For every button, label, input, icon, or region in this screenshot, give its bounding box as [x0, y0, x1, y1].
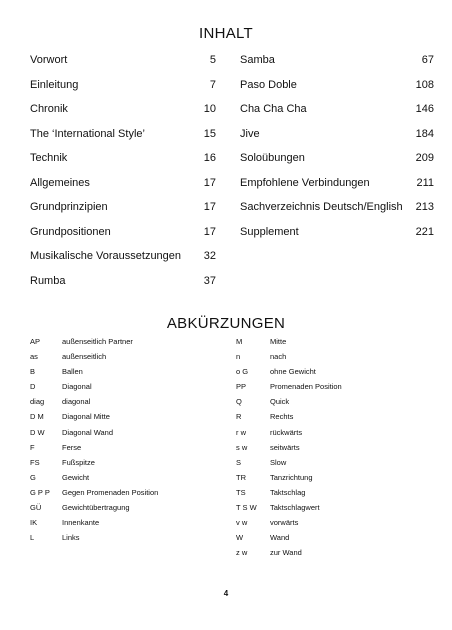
abbreviation-entry — [236, 502, 436, 517]
toc-entry-label: Grundprinzipien — [30, 201, 108, 213]
abbreviations-right-column — [236, 336, 436, 562]
toc-entry-page: 17 — [203, 225, 216, 238]
abbreviation: AP — [30, 337, 41, 346]
abbreviation-meaning: außenseitlich Partner — [62, 337, 133, 346]
abbreviation: D — [30, 382, 36, 392]
abbreviation: G — [30, 472, 36, 482]
toc-entry-page: 32 — [203, 250, 216, 262]
toc-entry-label: Chronik — [30, 103, 68, 115]
abbreviation-entry — [30, 396, 230, 411]
abbreviation: M — [236, 337, 243, 346]
abbreviation-entry — [236, 336, 436, 351]
toc-entry-label: Cha Cha Cha — [240, 103, 307, 115]
abbreviation: GÜ — [30, 503, 42, 513]
toc-entry — [30, 150, 216, 175]
abbreviation-meaning: Taktschlagwert — [270, 503, 320, 513]
toc-entry-page: 17 — [203, 201, 216, 213]
abbreviation-meaning: zur Wand — [270, 548, 302, 558]
toc-entry-label: Rumba — [30, 274, 66, 287]
toc-entry-label: Samba — [240, 54, 275, 66]
abbreviation-meaning: Ballen — [62, 367, 83, 377]
abbreviation-entry — [30, 502, 230, 517]
abbreviation-meaning: ohne Gewicht — [270, 367, 316, 377]
abbreviation-entry — [30, 517, 230, 532]
toc-entry — [30, 126, 216, 151]
toc-entry-label: Vorwort — [30, 54, 68, 66]
abbreviation: TS — [236, 487, 246, 497]
toc-entry — [240, 77, 434, 102]
abbreviation-entry — [30, 457, 230, 472]
toc-entry — [240, 150, 434, 175]
abbreviation: PP — [236, 382, 247, 392]
toc-entry-label: Soloübungen — [240, 152, 305, 164]
abbreviation: diag — [30, 397, 45, 407]
abbreviations-left-column — [30, 336, 230, 547]
abbreviation-entry — [236, 396, 436, 411]
abbreviation: B — [30, 367, 36, 377]
abbreviation-entry — [236, 517, 436, 532]
abbreviation-meaning: diagonal — [62, 397, 91, 407]
abbreviation-entry — [236, 472, 436, 487]
abbreviation-entry — [30, 427, 230, 442]
abbreviation-meaning: Links — [62, 533, 80, 543]
abbreviation-meaning: Promenaden Position — [270, 382, 342, 392]
toc-entry-label: Sachverzeichnis Deutsch/English — [240, 201, 403, 213]
abbreviation-meaning: Quick — [270, 397, 290, 407]
toc-entry-label: Jive — [240, 127, 260, 140]
abbreviation: T S W — [236, 503, 257, 513]
toc-right-column — [240, 52, 434, 248]
toc-entry-page: 213 — [415, 201, 434, 213]
abbreviation-entry — [236, 411, 436, 426]
toc-entry — [240, 175, 434, 200]
abbreviation-meaning: Mitte — [270, 337, 287, 346]
toc-entry-label: Grundpositionen — [30, 225, 111, 238]
toc-entry — [30, 199, 216, 224]
abbreviation-meaning: Fußspitze — [62, 457, 95, 467]
abbreviation: D M — [30, 412, 44, 422]
toc-entry-label: Supplement — [240, 225, 299, 238]
toc-entry-label: Empfohlene Verbindungen — [240, 176, 370, 189]
toc-entry — [240, 101, 434, 126]
toc-entry-page: 146 — [415, 103, 434, 115]
abbreviation-entry — [236, 442, 436, 457]
toc-title: INHALT — [198, 25, 254, 42]
toc-entry-label: The ‘International Style’ — [30, 127, 145, 140]
toc-entry — [30, 52, 216, 77]
abbreviation-meaning: Gegen Promenaden Position — [62, 487, 159, 497]
abbreviation-meaning: vorwärts — [270, 518, 299, 528]
abbreviation: z w — [236, 548, 248, 558]
page-number: 4 — [223, 589, 229, 598]
toc-entry-page: 221 — [415, 225, 434, 238]
abbreviation: as — [30, 352, 38, 362]
abbreviation-meaning: seitwärts — [270, 442, 300, 452]
toc-entry-page: 16 — [203, 152, 216, 164]
abbreviation-entry — [30, 411, 230, 426]
abbreviation: FS — [30, 457, 40, 467]
toc-entry — [240, 52, 434, 77]
abbreviation: o G — [236, 367, 249, 377]
toc-entry-label: Musikalische Voraussetzungen — [30, 250, 182, 262]
abbreviation-meaning: nach — [270, 352, 287, 362]
toc-entry — [30, 273, 216, 298]
abbreviation-meaning: Diagonal Wand — [62, 427, 114, 437]
toc-entry — [30, 224, 216, 249]
toc-entry — [30, 248, 216, 273]
abbreviation-meaning: Ferse — [62, 442, 82, 452]
abbreviation-entry — [30, 532, 230, 547]
abbreviation-meaning: Diagonal — [62, 382, 92, 392]
abbreviation-entry — [236, 351, 436, 366]
toc-entry — [30, 101, 216, 126]
abbreviation-entry — [236, 381, 436, 396]
abbreviation-entry — [236, 427, 436, 442]
abbreviation: v w — [236, 518, 248, 528]
abbreviation: r w — [236, 427, 246, 437]
toc-entry-label: Technik — [30, 152, 68, 164]
toc-entry-page: 209 — [415, 152, 434, 164]
toc-entry — [240, 224, 434, 249]
abbreviation: R — [236, 412, 242, 422]
toc-entry-page: 5 — [209, 54, 216, 66]
abbreviation-entry — [236, 487, 436, 502]
abbreviation-entry — [30, 336, 230, 351]
toc-entry — [30, 175, 216, 200]
abbreviation-entry — [30, 487, 230, 502]
abbreviation-entry — [236, 366, 436, 381]
abbreviation-meaning: außenseitlich — [62, 352, 107, 362]
abbreviation-meaning: rückwärts — [270, 427, 303, 437]
toc-entry-label: Paso Doble — [240, 78, 297, 91]
toc-entry-page: 211 — [416, 176, 434, 189]
abbreviation-meaning: Wand — [270, 533, 290, 543]
abbreviation-meaning: Taktschlag — [270, 487, 306, 497]
abbreviation-entry — [236, 457, 436, 472]
toc-entry — [30, 77, 216, 102]
abbreviation-entry — [30, 472, 230, 487]
abbreviation-entry — [236, 532, 436, 547]
toc-entry-label: Allgemeines — [30, 176, 90, 189]
abbreviation: G P P — [30, 487, 50, 497]
abbreviation-entry — [30, 442, 230, 457]
abbreviation: W — [236, 533, 244, 543]
toc-entry-page: 67 — [421, 54, 434, 66]
abbreviation: IK — [30, 518, 38, 528]
abbreviation-entry — [236, 547, 436, 562]
toc-entry-label: Einleitung — [30, 78, 79, 91]
abbreviation: n — [236, 352, 241, 362]
toc-entry-page: 17 — [203, 176, 216, 189]
toc-entry-page: 37 — [203, 274, 216, 287]
toc-entry-page: 10 — [203, 103, 216, 115]
toc-entry-page: 184 — [415, 127, 434, 140]
abbreviation: F — [30, 442, 35, 452]
toc-entry — [240, 199, 434, 224]
abbreviation-meaning: Innenkante — [62, 518, 100, 528]
toc-entry-page: 7 — [209, 78, 216, 91]
abbreviation: L — [30, 533, 35, 543]
abbreviation-entry — [30, 381, 230, 396]
toc-left-column — [30, 52, 216, 297]
abbreviation: D W — [30, 427, 45, 437]
abbreviation: S — [236, 457, 242, 467]
abbreviation-meaning: Tanzrichtung — [270, 472, 313, 482]
abbreviation-meaning: Gewichtübertragung — [62, 503, 130, 513]
toc-entry-page: 108 — [415, 78, 434, 91]
abbreviation-entry — [30, 351, 230, 366]
abbreviation: s w — [236, 442, 248, 452]
abbreviation: Q — [236, 397, 242, 407]
abbreviations-title: ABKÜRZUNGEN — [166, 315, 286, 332]
abbreviation-meaning: Slow — [270, 457, 287, 467]
toc-entry-page: 15 — [203, 127, 216, 140]
abbreviation-meaning: Diagonal Mitte — [62, 412, 110, 422]
abbreviation-meaning: Gewicht — [62, 472, 90, 482]
abbreviation-meaning: Rechts — [270, 412, 294, 422]
toc-entry — [240, 126, 434, 151]
abbreviation-entry — [30, 366, 230, 381]
abbreviation: TR — [236, 472, 246, 482]
